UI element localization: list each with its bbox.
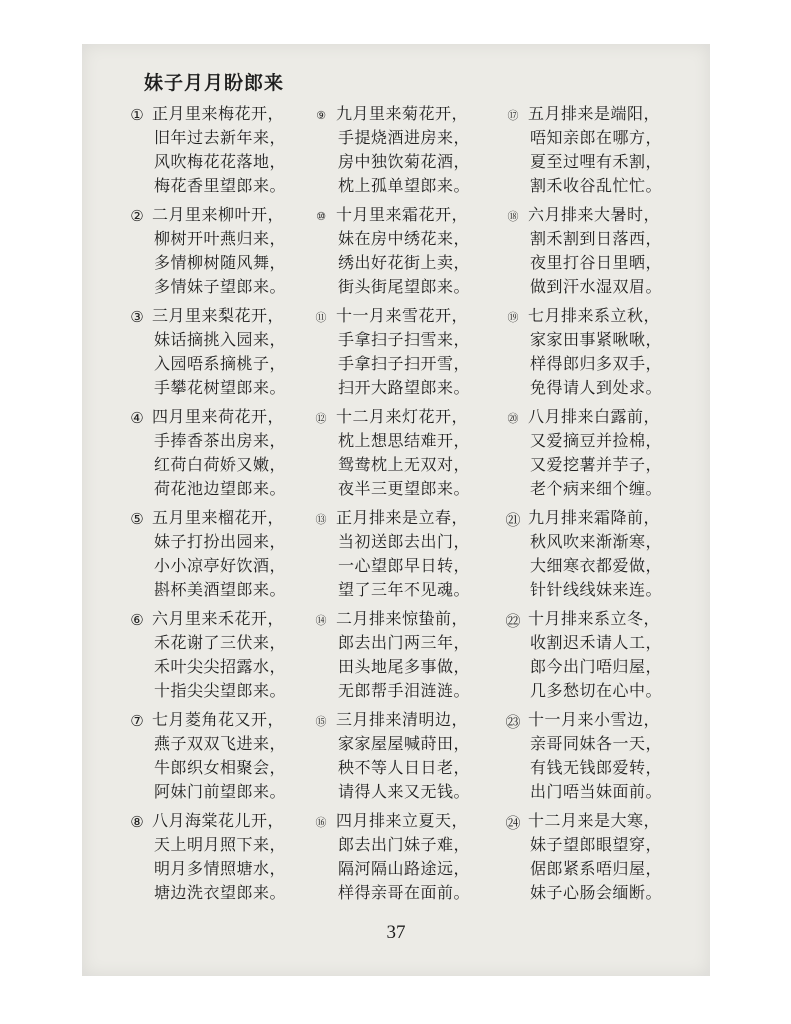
stanza-lines [154,506,286,602]
verse-line: 手攀花树望郎来。 [154,378,287,397]
verse-line: 二月排来惊蛰前， [336,609,469,628]
verse-line: 六月排来大暑时， [528,205,661,224]
verse-line: 割禾割到日落西， [530,229,663,248]
stanza-lines [338,102,470,198]
stanza-lines [154,809,286,905]
stanza-lines [154,708,286,804]
stanza-number: ② [130,207,144,225]
verse-line: 出门唔当妹面前。 [530,782,663,801]
verse-line: 二月里来柳叶开， [152,205,285,224]
verse-line: 五月排来是端阳， [528,104,661,123]
stanza-number: ⑲ [507,311,519,324]
stanza-lines [338,304,470,400]
verse-line: 十月里来霜花开， [336,205,469,224]
verse-line: 妹在房中绣花来， [338,229,471,248]
verse-line: 割禾收谷乱忙忙。 [530,176,663,195]
poem-column-2 [310,102,500,910]
stanza [126,809,316,910]
verse-line: 入园唔系摘桃子， [154,354,287,373]
verse-line: 街头街尾望郎来。 [338,277,471,296]
stanza [126,102,316,203]
verse-line: 九月里来菊花开， [336,104,469,123]
verse-line: 八月海棠花儿开， [152,811,285,830]
stanza-number: ⑯ [315,816,327,829]
verse-line: 红荷白荷娇又嫩， [154,455,287,474]
verse-line: 收割迟禾请人工， [530,633,663,652]
verse-line: 十二月来是大寒， [528,811,661,830]
verse-line: 无郎帮手泪涟涟。 [338,681,471,700]
stanza-lines [154,607,286,703]
stanza [126,708,316,809]
verse-line: 旧年过去新年来， [154,128,287,147]
verse-line: 梅花香里望郎来。 [154,176,287,195]
stanza-lines [530,203,662,299]
verse-line: 手提烧酒进房来， [338,128,471,147]
stanza [126,506,316,607]
verse-line: 大细寒衣都爱做， [530,556,663,575]
stanza-number: ⑤ [130,510,144,528]
stanza-number: ③ [130,308,144,326]
verse-line: 十月排来系立冬， [528,609,661,628]
verse-line: 秋风吹来渐渐寒， [530,532,663,551]
stanza [126,304,316,405]
stanza-lines [154,304,286,400]
verse-line: 请得人来又无钱。 [338,782,471,801]
stanza [502,405,692,506]
verse-line: 做到汗水湿双眉。 [530,277,663,296]
stanza [310,607,500,708]
verse-line: 十二月来灯花开， [336,407,469,426]
verse-line: 望了三年不见魂。 [338,580,471,599]
verse-line: 郎去出门妹子难， [338,835,471,854]
stanza-number: ⑥ [130,611,144,629]
verse-line: 六月里来禾花开， [152,609,285,628]
verse-line: 枕上孤单望郎来。 [338,176,471,195]
stanza-lines [530,102,662,198]
verse-line: 一心望郎早日转， [338,556,471,575]
stanza-number: ⑮ [315,715,327,728]
stanza-lines [338,203,470,299]
verse-line: 十指尖尖望郎来。 [154,681,287,700]
verse-line: 七月排来系立秋， [528,306,661,325]
verse-line: 家家田事紧啾啾， [530,330,663,349]
stanza [310,809,500,910]
verse-line: 几多愁切在心中。 [530,681,663,700]
poem-title: 妹子月月盼郎来 [144,72,285,94]
stanza-lines [338,809,470,905]
verse-line: 多情柳树随风舞， [154,253,287,272]
stanza [502,506,692,607]
stanza [310,203,500,304]
verse-line: 老个病来细个缠。 [530,479,663,498]
stanza-number: ㉔ [505,813,521,832]
verse-line: 八月排来白露前， [528,407,661,426]
stanza-lines [530,304,662,400]
verse-line: 塘边洗衣望郎来。 [154,883,287,902]
stanza [502,102,692,203]
verse-line: 家家屋屋喊莳田， [338,734,471,753]
stanza-number: ⑫ [315,412,327,425]
stanza-number: ④ [130,409,144,427]
stanza-number: ⑦ [130,712,144,730]
stanza-number: ⑪ [315,311,327,324]
verse-line: 样得亲哥在面前。 [338,883,471,902]
verse-line: 四月里来荷花开， [152,407,285,426]
verse-line: 手拿扫子扫雪来， [338,330,471,349]
stanza-number: ㉒ [505,611,521,630]
verse-line: 妹子望郎眼望穿， [530,835,663,854]
stanza-number: ⑧ [130,813,144,831]
stanza [502,607,692,708]
stanza-lines [154,405,286,501]
verse-line: 当初送郎去出门， [338,532,471,551]
verse-line: 手捧香茶出房来， [154,431,287,450]
verse-line: 田头地尾多事做， [338,657,471,676]
verse-line: 多情妹子望郎来。 [154,277,287,296]
verse-line: 三月里来梨花开， [152,306,285,325]
verse-line: 倨郎紧系唔归屋， [530,859,663,878]
verse-line: 十一月来雪花开， [336,306,469,325]
stanza [502,203,692,304]
stanza [126,607,316,708]
book-page [82,44,710,976]
stanza-number: ① [130,106,144,124]
stanza [502,304,692,405]
verse-line: 唔知亲郎在哪方， [530,128,663,147]
verse-line: 扫开大路望郎来。 [338,378,471,397]
verse-line: 斟杯美酒望郎来。 [154,580,287,599]
stanza-number: ⑬ [315,513,327,526]
stanza [126,405,316,506]
verse-line: 夜里打谷日里晒， [530,253,663,272]
stanza-lines [338,405,470,501]
stanza-number: ⑰ [507,109,519,122]
stanza [502,809,692,910]
verse-line: 绣出好花街上卖， [338,253,471,272]
verse-line: 禾花谢了三伏来， [154,633,287,652]
stanza-number: ⑨ [316,108,326,122]
verse-line: 隔河隔山路途远， [338,859,471,878]
verse-line: 九月排来霜降前， [528,508,661,527]
stanza-lines [154,102,286,198]
stanza-lines [530,607,662,703]
stanza-number: ⑭ [315,614,327,627]
verse-line: 阿妹门前望郎来。 [154,782,287,801]
stanza-lines [338,506,470,602]
verse-line: 针针线线妹来连。 [530,580,663,599]
verse-line: 正月排来是立春， [336,508,469,527]
stanza [310,304,500,405]
verse-line: 又爱摘豆并捡棉， [530,431,663,450]
stanza [126,203,316,304]
verse-line: 七月菱角花又开， [152,710,285,729]
stanza-lines [530,506,662,602]
verse-line: 妹话摘挑入园来， [154,330,287,349]
stanza [502,708,692,809]
stanza-lines [530,405,662,501]
verse-line: 样得郎归多双手， [530,354,663,373]
verse-line: 亲哥同妹各一天， [530,734,663,753]
verse-line: 天上明月照下来， [154,835,287,854]
verse-line: 免得请人到处求。 [530,378,663,397]
verse-line: 郎今出门唔归屋， [530,657,663,676]
stanza [310,405,500,506]
verse-line: 风吹梅花花落地， [154,152,287,171]
stanza-number: ⑩ [316,209,326,223]
verse-line: 小小凉亭好饮酒， [154,556,287,575]
verse-line: 秧不等人日日老， [338,758,471,777]
verse-line: 郎去出门两三年， [338,633,471,652]
stanza-lines [338,708,470,804]
page-number: 37 [386,922,406,943]
verse-line: 正月里来梅花开， [152,104,285,123]
verse-line: 荷花池边望郎来。 [154,479,287,498]
verse-line: 夜半三更望郎来。 [338,479,471,498]
poem-column-3 [502,102,692,910]
verse-line: 四月排来立夏天， [336,811,469,830]
verse-line: 五月里来榴花开， [152,508,285,527]
verse-line: 燕子双双飞进来， [154,734,287,753]
verse-line: 又爱挖薯并芋子， [530,455,663,474]
stanza-lines [338,607,470,703]
stanza-lines [530,809,662,905]
verse-line: 手拿扫子扫开雪， [338,354,471,373]
verse-line: 明月多情照塘水， [154,859,287,878]
stanza-number: ⑳ [507,412,519,425]
stanza-number: ⑱ [507,210,519,223]
stanza-number: ㉓ [505,712,521,731]
verse-line: 妹子心肠会缅断。 [530,883,663,902]
verse-line: 房中独饮菊花酒， [338,152,471,171]
stanza [310,708,500,809]
stanza [310,102,500,203]
verse-line: 牛郎织女相聚会， [154,758,287,777]
verse-line: 鸳鸯枕上无双对， [338,455,471,474]
verse-line: 三月排来清明边， [336,710,469,729]
verse-line: 有钱无钱郎爱转， [530,758,663,777]
stanza-lines [154,203,286,299]
verse-line: 妹子打扮出园来， [154,532,287,551]
stanza-lines [530,708,662,804]
stanza [310,506,500,607]
verse-line: 柳树开叶燕归来， [154,229,287,248]
verse-line: 十一月来小雪边， [528,710,661,729]
verse-line: 枕上想思结难开， [338,431,471,450]
verse-line: 夏至过哩有禾割， [530,152,663,171]
poem-column-1 [126,102,316,910]
stanza-number: ㉑ [505,510,521,529]
verse-line: 禾叶尖尖招露水， [154,657,287,676]
